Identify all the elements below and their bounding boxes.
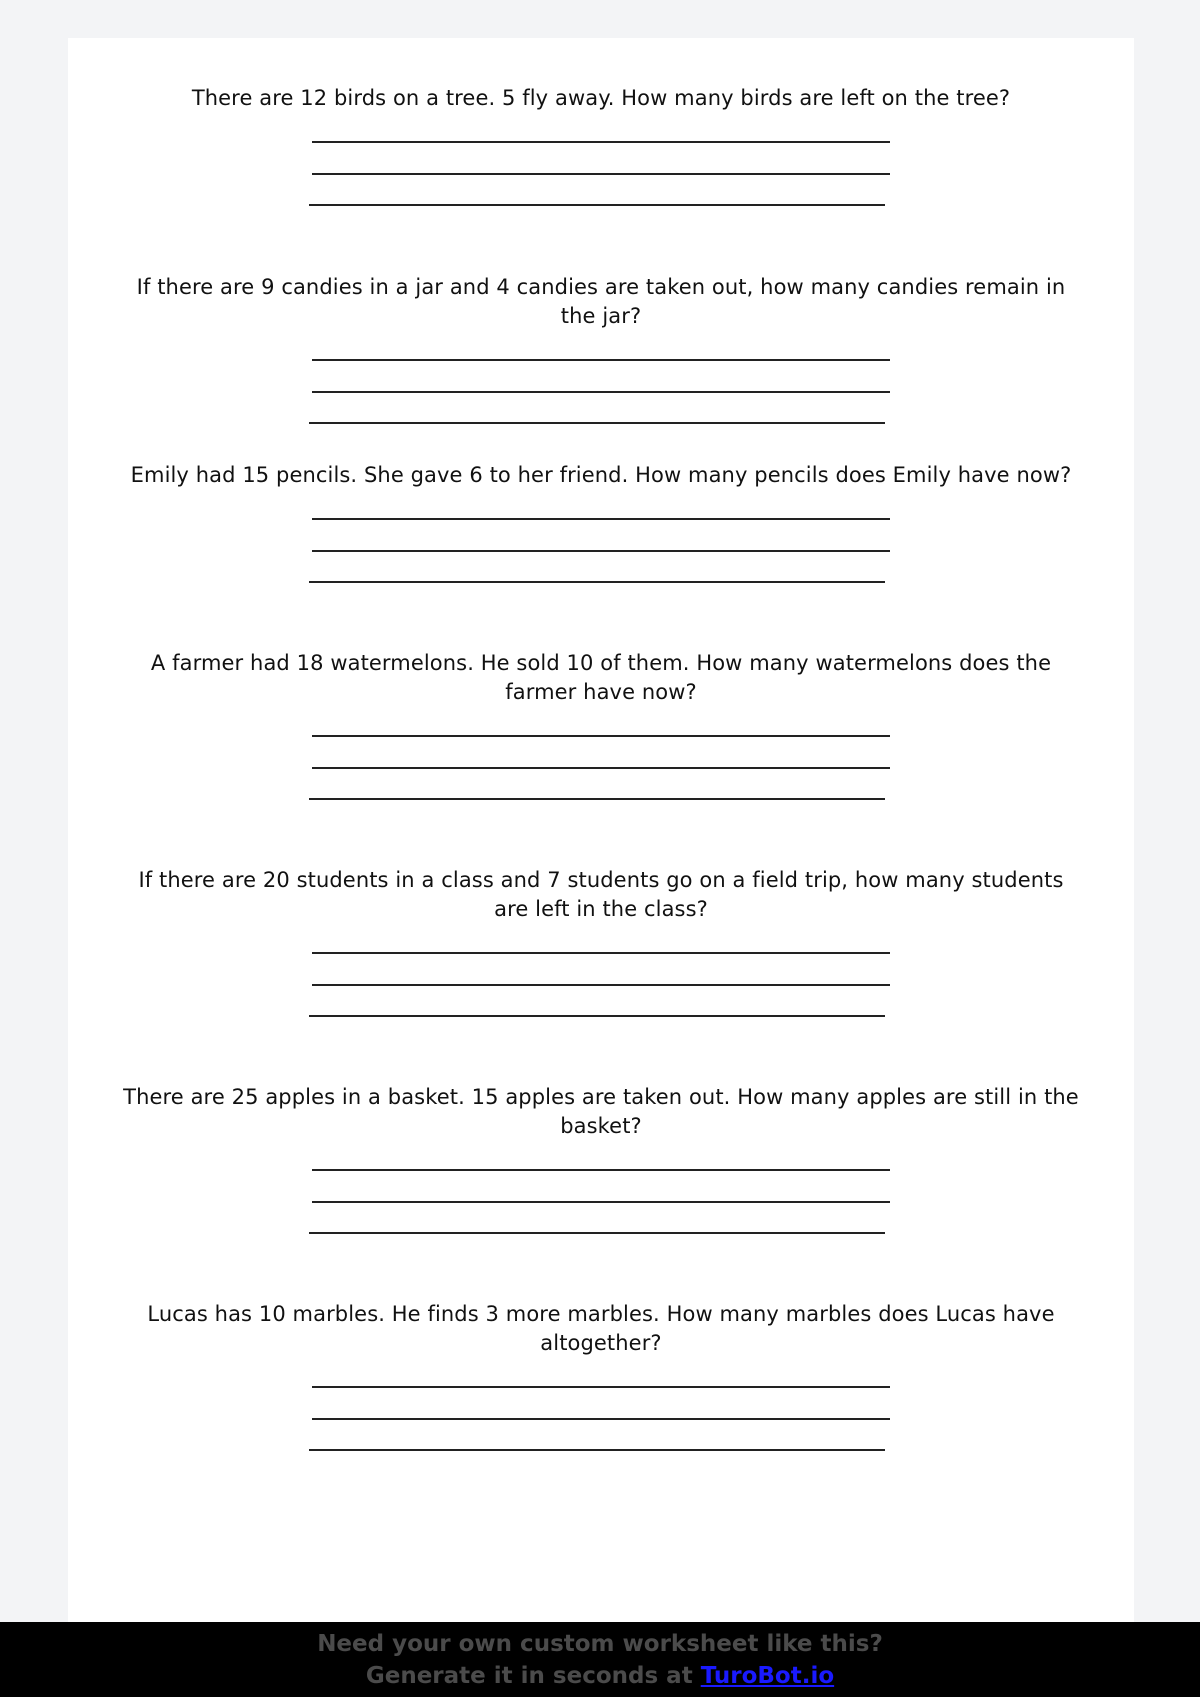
promo-line-1: Need your own custom worksheet like this? [317,1631,883,1657]
promo-footer [0,1622,1200,1697]
answer-line [309,798,885,800]
problem-question: There are 12 birds on a tree. 5 fly away. How many birds are left on the tree? [191,86,1011,110]
answer-area [68,924,1134,1014]
problem-5 [68,866,1134,1014]
problem-question: Lucas has 10 marbles. He finds 3 more marbles. How many marbles does Lucas have altogether? [147,1302,1055,1355]
problem-6 [68,1083,1134,1231]
promo-line-2-text: Generate it in seconds at [365,1663,701,1689]
answer-area [68,490,1134,580]
worksheet-page [68,38,1134,1628]
answer-line [309,422,885,424]
answer-line [312,1418,890,1420]
answer-line [309,204,885,206]
answer-area [68,1141,1134,1231]
problem-2 [68,273,1134,421]
problem-question: There are 25 apples in a basket. 15 apples are taken out. How many apples are still in the basket? [123,1085,1079,1138]
answer-area [68,1358,1134,1448]
answer-line [312,173,890,175]
problem-question: If there are 20 students in a class and 7 students go on a field trip, how many students are left in the class? [138,868,1064,921]
turobot-link[interactable]: TuroBot.io [700,1663,835,1689]
answer-line [312,359,890,361]
answer-line [309,1232,885,1234]
problem-7 [68,1300,1134,1448]
answer-area [68,331,1134,421]
problem-question: Emily had 15 pencils. She gave 6 to her friend. How many pencils does Emily have now? [130,463,1072,487]
answer-line [309,581,885,583]
answer-line [312,1386,890,1388]
problem-4 [68,649,1134,797]
answer-line [312,1201,890,1203]
answer-line [309,1015,885,1017]
answer-line [312,952,890,954]
answer-area [68,113,1134,203]
answer-line [312,735,890,737]
answer-line [312,984,890,986]
answer-line [312,767,890,769]
problem-question: If there are 9 candies in a jar and 4 candies are taken out, how many candies remain in the jar? [136,275,1066,328]
answer-line [312,141,890,143]
answer-line [312,518,890,520]
answer-area [68,707,1134,797]
answer-line [309,1449,885,1451]
promo-line-2 [0,1660,1200,1692]
problem-1 [68,84,1134,203]
answer-line [312,391,890,393]
answer-line [312,550,890,552]
problem-3 [68,461,1134,580]
problem-question: A farmer had 18 watermelons. He sold 10 of them. How many watermelons does the farmer have now? [150,651,1052,704]
answer-line [312,1169,890,1171]
